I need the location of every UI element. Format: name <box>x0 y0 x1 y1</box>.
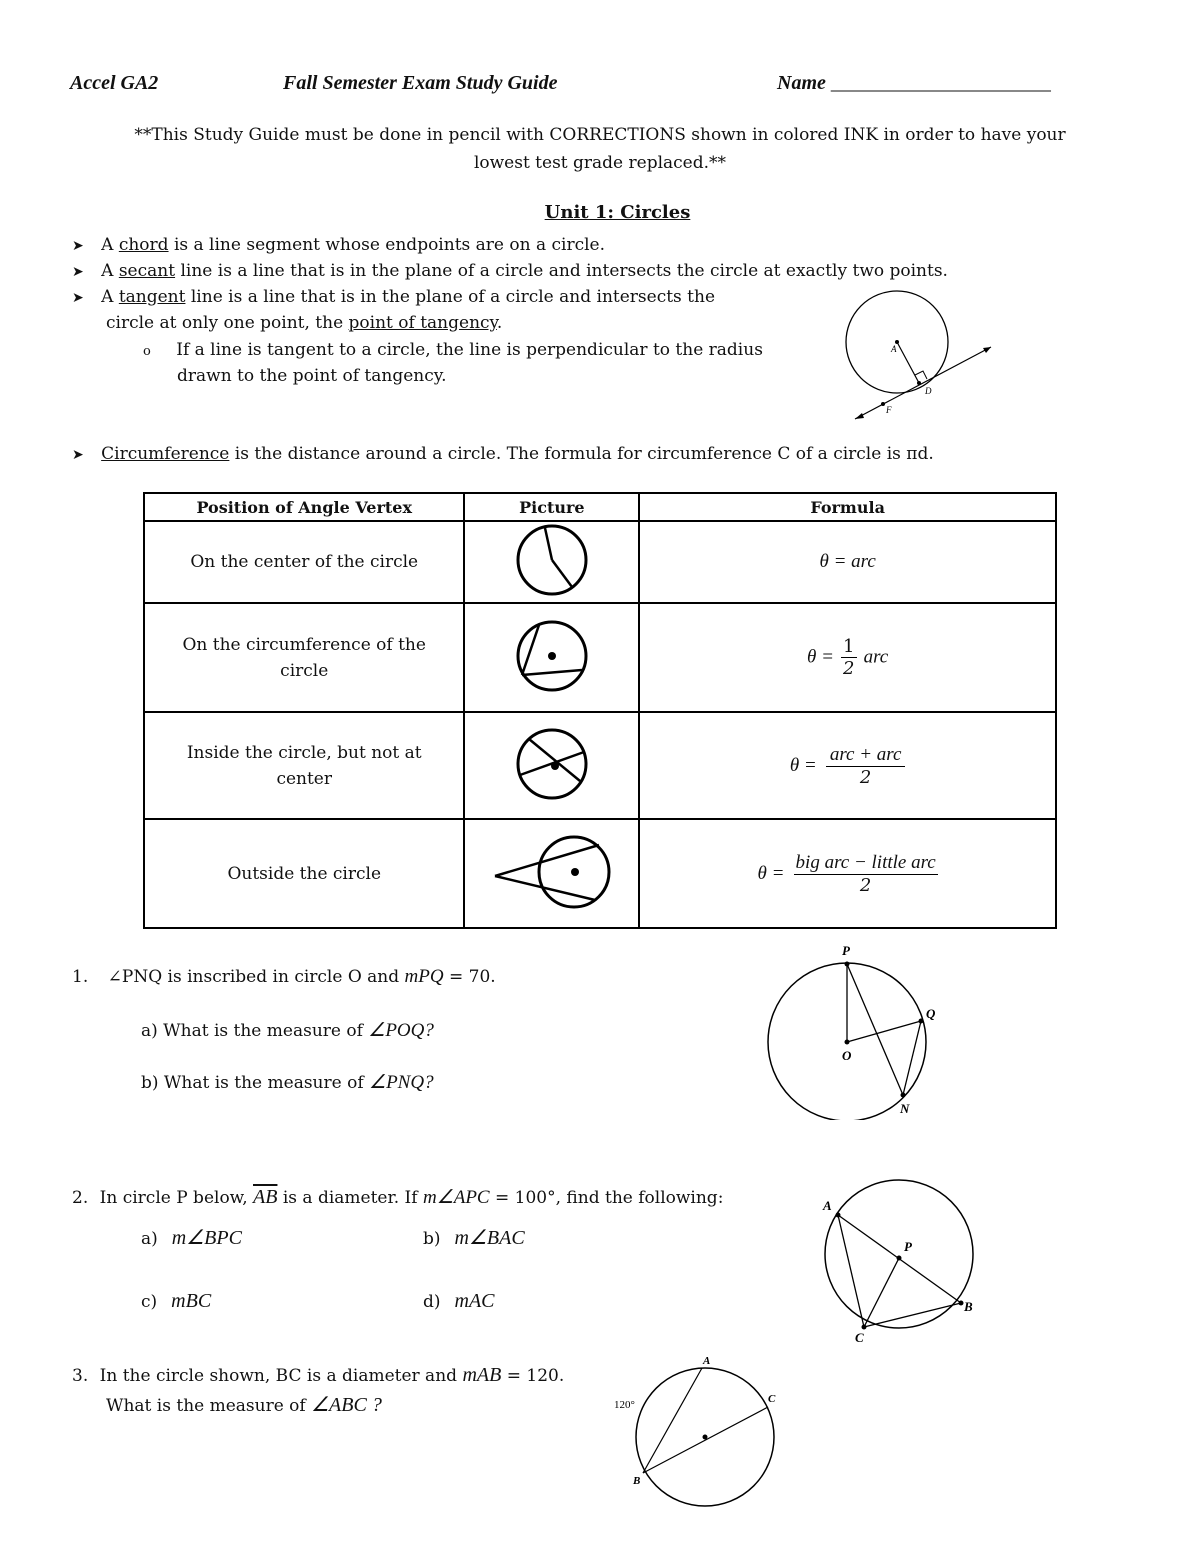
question-number: 2. <box>72 1188 89 1208</box>
label-D: D <box>925 386 932 396</box>
instructions-line-1: **This Study Guide must be done in pencil with CORRECTIONS shown in colored INK in order to have your <box>134 125 1066 145</box>
name-field <box>777 72 1051 95</box>
header-formula: Formula <box>639 493 1056 521</box>
position-cell: Inside the circle, but not at center <box>144 712 464 819</box>
picture-cell <box>464 712 639 819</box>
label-C: C <box>855 1330 864 1345</box>
formula-cell: θ = big arc − little arc 2 <box>639 819 1056 928</box>
term-circumference: Circumference <box>101 444 230 464</box>
header-picture: Picture <box>464 493 639 521</box>
table-header-row <box>144 493 1056 521</box>
formula-cell: θ = arc + arc 2 <box>639 712 1056 819</box>
q1-circle-figure <box>760 940 950 1120</box>
label-A: A <box>703 1355 711 1367</box>
term-chord: chord <box>118 235 169 255</box>
question-2d: d) mAC <box>423 1290 495 1312</box>
tangent-figure <box>835 285 1005 425</box>
question-number: 3. <box>72 1366 89 1386</box>
sub-bullet-line2: drawn to the point of tangency. <box>177 366 447 386</box>
label-B: B <box>964 1299 973 1314</box>
name-label: Name <box>777 72 831 94</box>
bullet-chord: ➤ A chord is a line segment whose endpoints are on a circle. <box>72 235 606 255</box>
question-3: 3. In the circle shown, BC is a diameter and mAB = 120. <box>72 1364 565 1386</box>
position-cell: On the center of the circle <box>144 521 464 603</box>
arrow-bullet-icon: ➤ <box>72 238 84 254</box>
header-position: Position of Angle Vertex <box>144 493 464 521</box>
question-1: 1. ∠PNQ is inscribed in circle O and mPQ = 70. <box>72 966 496 987</box>
exterior-angle-icon <box>487 832 617 912</box>
term-secant: secant <box>118 261 176 281</box>
formula-cell: θ = arc <box>639 521 1056 603</box>
table-row <box>144 819 1056 928</box>
question-number: 1. <box>72 967 89 987</box>
fraction: big arc − little arc 2 <box>795 851 936 896</box>
position-cell: Outside the circle <box>144 819 464 928</box>
position-cell: On the circumference of the circle <box>144 603 464 712</box>
question-2a: a) m∠BPC <box>141 1227 242 1249</box>
picture-cell <box>464 521 639 603</box>
q2-circle-figure <box>815 1175 990 1345</box>
question-2c: c) mBC <box>141 1290 212 1312</box>
arrow-bullet-icon: ➤ <box>72 264 84 280</box>
bullet-tangent: ➤ A tangent line is a line that is in the plane of a circle and intersects the <box>72 287 716 307</box>
unit-title: Unit 1: Circles <box>544 202 691 223</box>
label-B: B <box>633 1475 641 1487</box>
term-point-of-tangency: point of tangency <box>348 313 497 333</box>
bullet-secant: ➤ A secant line is a line that is in the plane of a circle and intersects the circle at exactly two points. <box>72 261 948 281</box>
label-P: P <box>904 1239 912 1254</box>
sub-bullet: o If a line is tangent to a circle, the line is perpendicular to the radius <box>143 340 763 360</box>
name-blank: ______________________ <box>830 72 1051 94</box>
fraction: arc + arc 2 <box>826 744 906 788</box>
bullet-circumference: ➤ Circumference is the distance around a circle. The formula for circumference C of a circle is πd. <box>72 444 934 464</box>
question-2b: b) m∠BAC <box>423 1227 525 1249</box>
arrow-bullet-icon: ➤ <box>72 447 84 463</box>
picture-cell <box>464 603 639 712</box>
arc-120-label: 120° <box>614 1399 635 1411</box>
label-C: C <box>768 1393 776 1405</box>
question-3-line2: What is the measure of ∠ABC ? <box>106 1394 382 1416</box>
label-Q: Q <box>926 1006 936 1021</box>
label-N: N <box>900 1101 910 1116</box>
picture-cell <box>464 819 639 928</box>
formula-cell: θ = $\frac{1}{2}$ arc <box>639 603 1056 712</box>
label-F: F <box>886 405 892 415</box>
document-title: Fall Semester Exam Study Guide <box>283 72 558 94</box>
q3-circle-figure <box>610 1350 790 1510</box>
inscribed-angle-icon <box>512 618 592 694</box>
question-1b: b) What is the measure of ∠PNQ? <box>141 1072 434 1093</box>
circle-bullet-icon: o <box>143 344 151 359</box>
table-row <box>144 603 1056 712</box>
bullet-tangent-line2: circle at only one point, the point of tangency. <box>106 313 503 333</box>
fraction: $\frac{1}{2}$ <box>843 636 855 679</box>
label-P: P <box>842 943 850 958</box>
course-title: Accel GA2 <box>70 72 159 94</box>
term-tangent: tangent <box>118 287 186 307</box>
table-row <box>144 521 1056 603</box>
table-row <box>144 712 1056 819</box>
question-1a: a) What is the measure of ∠POQ? <box>141 1020 434 1041</box>
label-A: A <box>823 1198 832 1213</box>
question-2: 2. In circle P below, $\overline{AB}$ is a diameter. If m∠APC = 100°, find the following: <box>72 1186 724 1208</box>
interior-angle-icon <box>512 726 592 802</box>
central-angle-icon <box>512 522 592 598</box>
arrow-bullet-icon: ➤ <box>72 290 84 306</box>
angle-formula-table <box>143 492 1057 929</box>
label-A: A <box>891 344 897 354</box>
instructions-line-2: lowest test grade replaced.** <box>473 153 727 173</box>
label-O: O <box>842 1048 852 1063</box>
